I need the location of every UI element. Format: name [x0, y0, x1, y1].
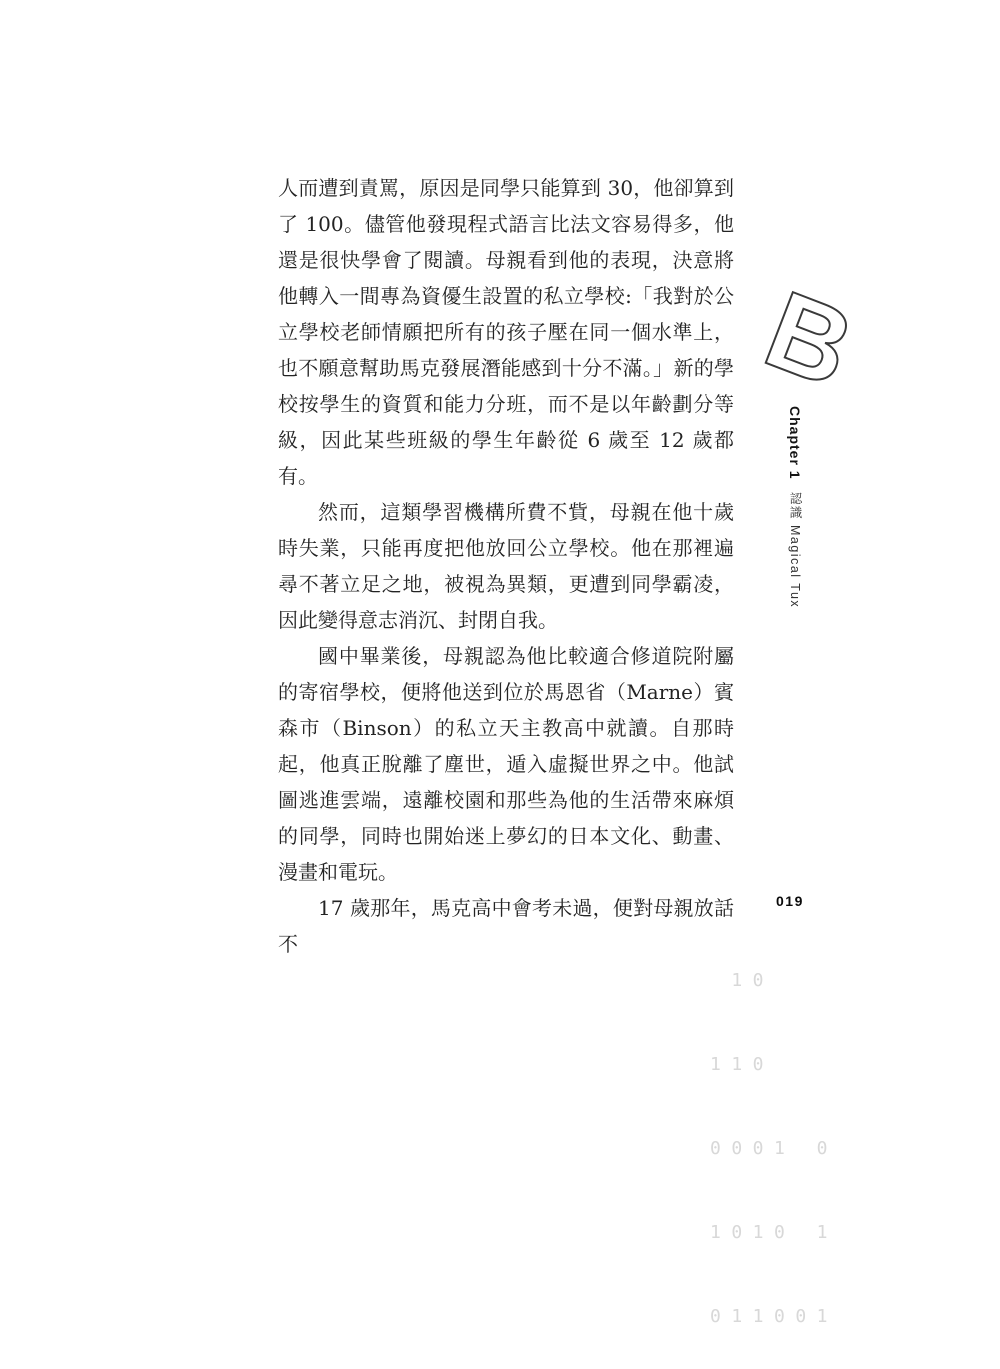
- chapter-marker: [786, 406, 804, 608]
- body-paragraph: 人而遭到責罵，原因是同學只能算到 30，他卻算到了 100。儘管他發現程式語言比法文容易得多，他還是很快學會了閱讀。母親看到他的表現，決意將他轉入一間專為資優生設置的私立學校:「我對於公立學校老師情願把所有的孩子壓在同一個水準上，也不願意幫助馬克發展潛能感到十分不滿。」新的學校按學生的資質和能力分班，而不是以年齡劃分等級，因此某些班級的學生年齡從 6 歲至 12 歲都有。: [278, 176, 734, 488]
- body-text: [278, 170, 734, 962]
- body-paragraph: 17 歲那年，馬克高中會考未過，便對母親放話不: [278, 896, 734, 956]
- chapter-label: Chapter 1: [787, 406, 803, 480]
- binary-row: 0001 0: [710, 1138, 839, 1159]
- chapter-title: 認識 Magical Tux: [788, 491, 802, 608]
- binary-row: 1010 1: [710, 1222, 839, 1243]
- body-paragraph: 國中畢業後，母親認為他比較適合修道院附屬的寄宿學校，便將他送到位於馬恩省（Marne）賓森市（Binson）的私立天主教高中就讀。自那時起，他真正脫離了塵世，遁入虛擬世界之中。他試圖逃進雲端，遠離校園和那些為他的生活帶來麻煩的同學，同時也開始迷上夢幻的日本文化、動畫、漫畫和電玩。: [278, 644, 734, 884]
- binary-pattern: [710, 886, 838, 1369]
- page-number: 019: [776, 893, 804, 909]
- chapter-letter-decoration: [740, 263, 880, 413]
- chapter-letter-b: B: [750, 267, 869, 412]
- binary-row: 110: [710, 1054, 775, 1075]
- binary-row: 10: [710, 970, 775, 991]
- body-paragraph: 然而，這類學習機構所費不貲，母親在他十歲時失業，只能再度把他放回公立學校。他在那裡遍尋不著立足之地，被視為異類，更遭到同學霸凌，因此變得意志消沉、封閉自我。: [278, 500, 734, 632]
- binary-row: 011001: [710, 1306, 839, 1327]
